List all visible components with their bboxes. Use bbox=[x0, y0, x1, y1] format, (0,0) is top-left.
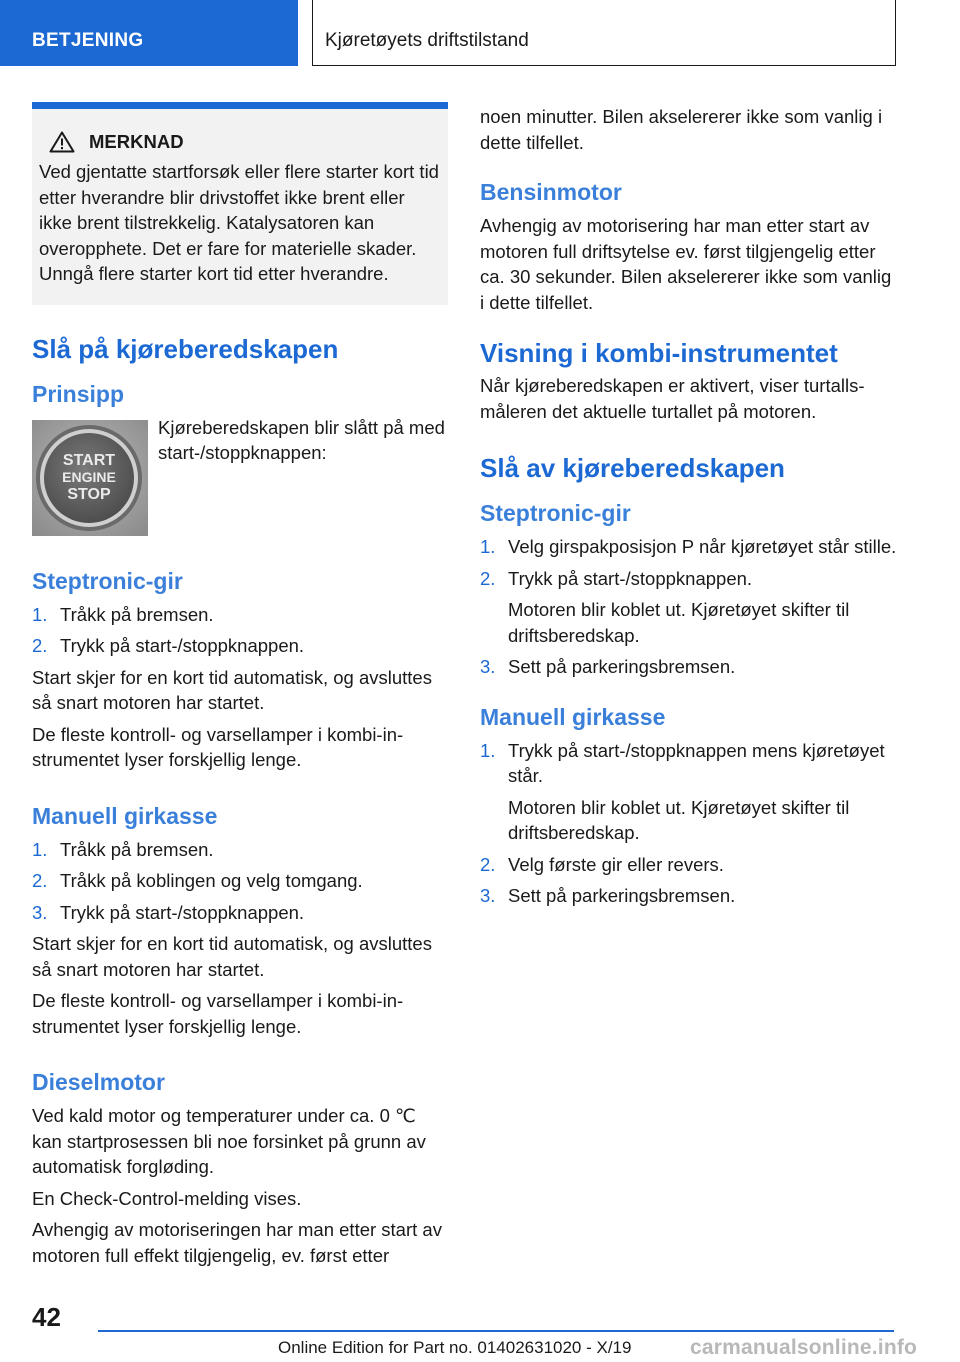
step-result: Motoren blir koblet ut. Kjøretøyet skifter til driftsberedskap. bbox=[508, 599, 850, 646]
button-label-start: START bbox=[62, 451, 116, 469]
step-main: Trykk på start-/stoppknappen mens kjøretøyet står. bbox=[508, 739, 885, 786]
step-text bbox=[508, 654, 900, 680]
step-text: Trykk på start-/stoppknappen. bbox=[60, 635, 305, 656]
page-header bbox=[0, 0, 960, 66]
section-tab bbox=[0, 0, 298, 66]
list-item bbox=[480, 566, 900, 649]
step-main: Sett på parkeringsbremsen. bbox=[508, 656, 736, 677]
step-number: 1. bbox=[32, 603, 48, 625]
start-stop-button-image bbox=[32, 420, 148, 536]
step-text bbox=[508, 738, 900, 846]
paragraph: Avhengig av motorisering har man etter start av motoren full driftsytelse ev. først tilgjengelig etter ca. 30 sekunder. Bilen akselererer ikke som vanlig i dette tilfellet. bbox=[480, 215, 892, 313]
section-title: BETJENING bbox=[32, 30, 144, 51]
paragraph: noen minutter. Bilen akselererer ikke som vanlig i dette tilfellet. bbox=[480, 106, 883, 153]
step-number: 1. bbox=[480, 536, 496, 557]
heading-manual-on: Manuell girkasse bbox=[32, 802, 218, 829]
notice-title: MERKNAD bbox=[89, 131, 184, 152]
step-text: Tråkk på bremsen. bbox=[60, 603, 214, 625]
warning-triangle-icon bbox=[49, 131, 75, 153]
notice-text: Ved gjentatte startforsøk eller flere starter kort tid etter hverandre blir drivstoffet ikke brent eller ikke brent tilstrekkelig. Katalysatoren kan overopphete. Det er fare for materielle skader. Unngå flere starter kort tid etter hverandre. bbox=[39, 161, 439, 284]
list-item bbox=[32, 602, 448, 628]
chapter-tab bbox=[312, 0, 896, 66]
step-number: 2. bbox=[32, 635, 48, 656]
step-main: Trykk på start-/stoppknappen. bbox=[508, 567, 753, 589]
manual-off-steps bbox=[480, 738, 900, 909]
step-number: 1. bbox=[480, 739, 496, 761]
notice-header bbox=[49, 131, 440, 153]
paragraph: Når kjøreberedskapen er aktivert, viser turtallsmåleren det aktuelle turtallet på motoren. bbox=[480, 375, 865, 422]
list-item bbox=[32, 837, 448, 863]
button-label-stop: STOP bbox=[67, 485, 111, 503]
paragraph: Start skjer for en kort tid automatisk, og avsluttes så snart motoren har startet. bbox=[32, 933, 432, 980]
list-item bbox=[32, 633, 448, 659]
principle-text: Kjøreberedskapen blir slått på med start-/stoppknappen: bbox=[158, 416, 445, 463]
list-item bbox=[480, 534, 900, 560]
paragraph: Start skjer for en kort tid automatisk, og avsluttes så snart motoren har startet. bbox=[32, 666, 432, 713]
heading-petrol: Bensinmotor bbox=[480, 179, 622, 205]
list-item bbox=[480, 883, 900, 909]
steptronic-on-steps bbox=[32, 602, 448, 659]
watermark: carmanualsonline.info bbox=[690, 1336, 918, 1359]
list-item bbox=[32, 900, 448, 926]
step-text bbox=[508, 534, 900, 560]
paragraph: Ved kald motor og temperaturer under ca. 0 ℃ kan startprosessen bli noe forsinket på grunn av automatisk forgløding. bbox=[32, 1105, 426, 1177]
step-main: Sett på parkeringsbremsen. bbox=[508, 885, 736, 906]
heading-manual-off: Manuell girkasse bbox=[480, 703, 666, 730]
step-text: Trykk på start-/stoppknappen. bbox=[60, 901, 305, 923]
step-number: 3. bbox=[32, 901, 48, 923]
manual-on-steps bbox=[32, 837, 448, 926]
paragraph: De fleste kontroll- og varsellamper i kombi-instrumentet lyser forskjellig lenge. bbox=[32, 990, 404, 1037]
paragraph: Avhengig av motoriseringen har man etter start av motoren full effekt tilgjengelig, ev. først etter bbox=[32, 1219, 442, 1266]
list-item bbox=[480, 654, 900, 680]
heading-switch-on: Slå på kjøreberedskapen bbox=[32, 333, 339, 364]
step-text bbox=[508, 883, 900, 909]
step-number: 3. bbox=[480, 656, 496, 677]
steptronic-off-steps bbox=[480, 534, 900, 680]
notice-box bbox=[32, 102, 448, 305]
footer-divider bbox=[98, 1330, 894, 1332]
step-main: Velg første gir eller revers. bbox=[508, 853, 724, 875]
principle-block bbox=[32, 415, 448, 536]
heading-principle: Prinsipp bbox=[32, 380, 125, 407]
edition-note: Online Edition for Part no. 01402631020 - X/19 bbox=[278, 1338, 632, 1357]
heading-switch-off: Slå av kjøreberedskapen bbox=[480, 453, 785, 483]
list-item bbox=[480, 738, 900, 846]
step-number: 2. bbox=[480, 567, 496, 589]
step-main: Velg girspakposisjon P når kjøretøyet står stille. bbox=[508, 536, 897, 557]
step-text bbox=[508, 566, 900, 649]
page-number: 42 bbox=[32, 1302, 61, 1332]
heading-steptronic-on: Steptronic-gir bbox=[32, 567, 183, 594]
heading-steptronic-off: Steptronic-gir bbox=[480, 500, 631, 526]
paragraph: De fleste kontroll- og varsellamper i kombi-instrumentet lyser forskjellig lenge. bbox=[32, 723, 404, 770]
left-column bbox=[32, 102, 448, 1274]
step-text bbox=[508, 852, 900, 878]
right-column bbox=[480, 104, 900, 915]
list-item bbox=[480, 852, 900, 878]
step-result: Motoren blir koblet ut. Kjøretøyet skifter til driftsberedskap. bbox=[508, 796, 850, 843]
paragraph: En Check-Control-melding vises. bbox=[32, 1187, 302, 1209]
step-number: 1. bbox=[32, 838, 48, 860]
step-text: Tråkk på koblingen og velg tomgang. bbox=[60, 870, 363, 891]
step-number: 3. bbox=[480, 885, 496, 906]
heading-display: Visning i kombi-instrumentet bbox=[480, 338, 838, 368]
list-item bbox=[32, 868, 448, 894]
heading-diesel: Dieselmotor bbox=[32, 1069, 165, 1095]
button-label-engine: ENGINE bbox=[62, 468, 116, 485]
step-number: 2. bbox=[480, 853, 496, 875]
step-number: 2. bbox=[32, 870, 48, 891]
step-text: Tråkk på bremsen. bbox=[60, 838, 214, 860]
chapter-title: Kjøretøyets driftstilstand bbox=[325, 30, 529, 51]
